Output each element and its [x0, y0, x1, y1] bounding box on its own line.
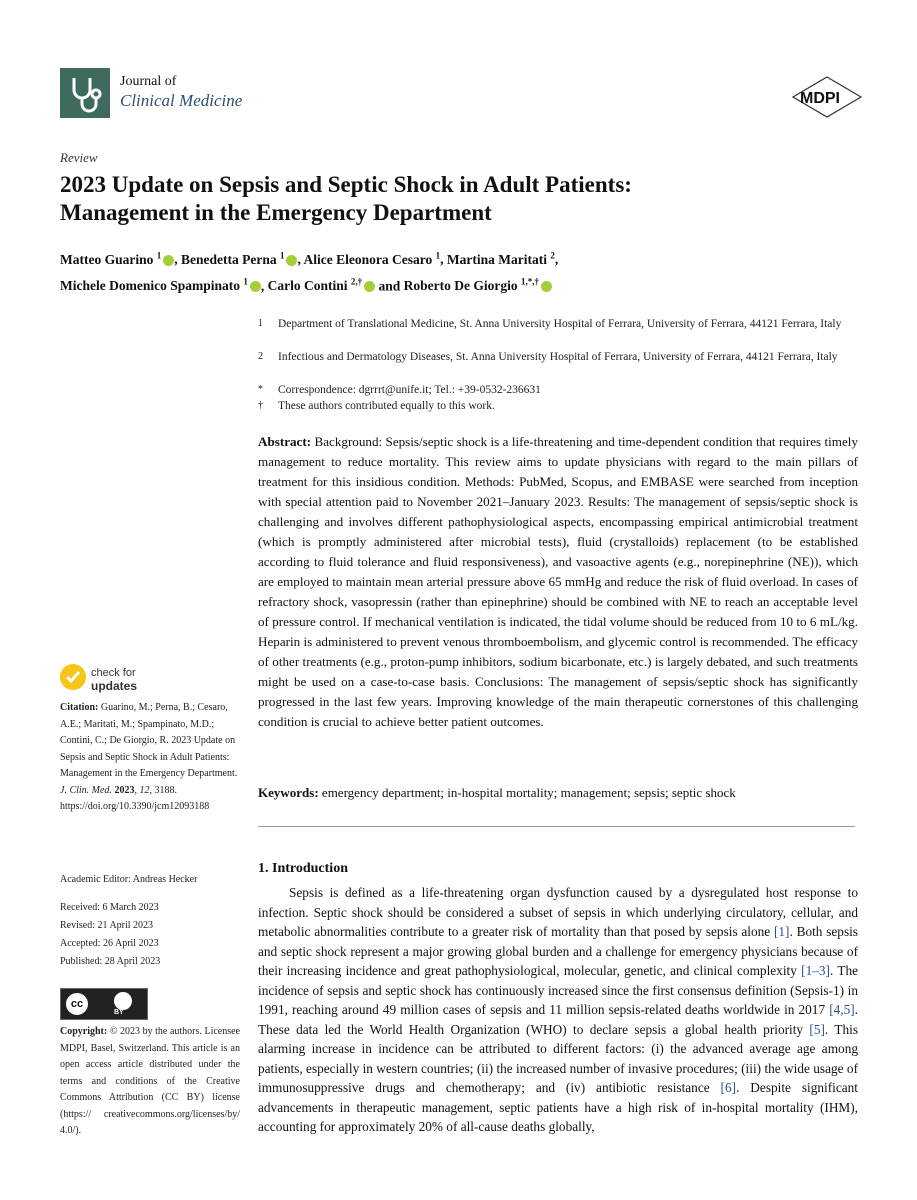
person-icon — [114, 992, 132, 1010]
author[interactable]: Michele Domenico Spampinato $^1$ — [60, 276, 248, 293]
cc-icon: cc — [64, 991, 90, 1017]
author-list: Matteo Guarino $^1$ , Benedetta Perna $^1$ , Alice Eleonora Cesaro $^1$, Martina Maritati $^2$, Michele Domenico Spampinato $^1$ , Carlo Contini $^{2,\dagger}$ and Roberto De Giorgio $^{1,*,\dagger}$ — [60, 250, 559, 293]
author[interactable]: Roberto De Giorgio $^{1,*,\dagger}$ — [403, 276, 540, 293]
affiliation: 1 Department of Translational Medicine, St. Anna University Hospital of Ferrara, University of Ferrara, 44121 Ferrara, Italy — [258, 318, 842, 330]
orcid-icon[interactable] — [541, 281, 552, 292]
checkmark-icon — [60, 664, 86, 690]
keywords-text: emergency department; in-hospital mortality; management; sepsis; septic shock — [321, 785, 736, 800]
author[interactable]: Martina Maritati $^2$ — [446, 250, 555, 267]
correspondence: * Correspondence: dgrrrt@unife.it; Tel.: +39-0532-236631 — [258, 384, 541, 396]
author[interactable]: Alice Eleonora Cesaro $^1$ — [303, 250, 441, 267]
authors-joiner: and — [378, 278, 401, 293]
orcid-icon[interactable] — [364, 281, 375, 292]
published-date: Published: 28 April 2023 — [60, 956, 161, 967]
orcid-icon[interactable] — [250, 281, 261, 292]
author[interactable]: Carlo Contini $^{2,\dagger}$ — [267, 276, 363, 293]
affiliation: 2 Infectious and Dermatology Diseases, St. Anna University Hospital of Ferrara, University of Ferrara, 44121 Ferrara, Italy — [258, 351, 838, 363]
author[interactable]: Benedetta Perna $^1$ — [181, 250, 285, 267]
accepted-date: Accepted: 26 April 2023 — [60, 938, 159, 949]
article-title: 2023 Update on Sepsis and Septic Shock in Adult Patients: Management in the Emergency Department — [60, 172, 632, 225]
journal-logo — [60, 68, 110, 118]
academic-editor: Academic Editor: Andreas Hecker — [60, 874, 198, 885]
journal-of-text: Journal of — [120, 74, 177, 89]
copyright-block: Copyright: © 2023 by the authors. Licensee MDPI, Basel, Switzerland. This article is an open access article distributed under the terms and conditions of the Creative Commons Attribution (CC BY) license (https:// creativecommons.org/licenses/by/ 4.0/). — [60, 1026, 240, 1136]
check-for-updates-icon[interactable] — [60, 664, 86, 690]
citation-block: Citation: Guarino, M.; Perna, B.; Cesaro, A.E.; Maritati, M.; Spampinato, M.D.; Contini, C.; De Giorgio, R. 2023 Update on Sepsis and Septic Shock in Adult Patients: Management in the Emergency Department. J. Clin. Med. 2023, 12, 3188. https://doi.org/10.3390/jcm12093188 — [60, 702, 238, 812]
citation-link[interactable]: [4,5] — [829, 1002, 855, 1017]
updates-text[interactable]: updates — [91, 679, 138, 693]
citation-link[interactable]: [6] — [720, 1080, 737, 1095]
equal-contribution-note: † These authors contributed equally to this work. — [258, 400, 495, 412]
by-label: BY — [114, 1009, 124, 1016]
abstract-label: Abstract: — [258, 434, 312, 449]
stethoscope-icon — [60, 68, 110, 118]
section-heading: 1. Introduction — [258, 861, 348, 876]
received-date: Received: 6 March 2023 — [60, 902, 159, 913]
citation-link[interactable]: [1] — [773, 924, 790, 939]
citation-link[interactable]: [5] — [809, 1021, 825, 1037]
introduction-paragraph: Sepsis is defined as a life-threatening organ dysfunction caused by a dysregulated host response to infection. Septic shock should be considered a subset of sepsis in which underlying circulatory, cellular, and metabolic abnormalities contribute to a greater risk of mortality than that posed by sepsis alone [1]. Both sepsis and septic shock represent a major growing global burden and a challenge for emergency physicians because of their increasing incidence and great pathophysiological, molecular, genetic, and clinical complexity [1–3]. The incidence of sepsis and septic shock has continuously increased since the first consensus definition (Sepsis-1) in 1991, reaching around 49 million cases of sepsis and 11 million sepsis-related deaths worldwide in 2017 [4,5]. These data led the World Health Organization (WHO) to declare sepsis a global health priority [5]. This alarming increase in incidence can be attributed to different factors: (i) the advanced average age among patients, especially in western countries; (ii) the increased number of invasive procedures; (iii) the wide usage of immunosuppressive drugs and chemotherapy; and (iv) antibiotic resistance [6]. Despite significant advancements in therapeutic management, septic patients have a high risk of in-hospital mortality (IHM), accounting for approximately 20% of all-cause deaths globally, — [258, 885, 858, 1134]
orcid-icon[interactable] — [286, 255, 297, 266]
revised-date: Revised: 21 April 2023 — [60, 920, 154, 931]
author[interactable]: Matteo Guarino $^1$ — [60, 250, 162, 267]
abstract-text: Background: Sepsis/septic shock is a life-threatening and time-dependent condition that requires timely management to reduce mortality. This review aims to update physicians with regard to the main pillars of treatment for this insidious condition. Methods: PubMed, Scopus, and EMBASE were searched from inception with special attention paid to November 2021–January 2023. Results: The management of sepsis/septic shock is challenging and involves different pathophysiological aspects, encompassing empirical antimicrobial treatment (which is promptly administered after microbial tests), fluid (crystalloids) replacement (to be established according to fluid tolerance and fluid responsiveness), and vasoactive agents (e.g., norepinephrine (NE)), which are employed to maintain mean arterial pressure above 65 mmHg and reduce the risk of fluid overload. In cases of refractory shock, vasopressin (rather than epinephrine) should be combined with NE to reach an acceptable level of pressure control. If mechanical ventilation is indicated, the tidal volume should be reduced from 10 to 6 mL/kg. Heparin is administered to prevent venous thromboembolism, and glycemic control is recommended. The efficacy of other treatments (e.g., proton-pump inhibitors, sodium bicarbonate, etc.) is largely debated, and such treatments might be used on a case-to-case basis. Conclusions: The management of sepsis/septic shock has significantly progressed in the last few years. Improving knowledge of the main therapeutic cornerstones of this challenging condition is crucial to achieve better patient outcomes. — [258, 434, 858, 729]
journal-name: Clinical Medicine — [120, 91, 243, 110]
abstract — [258, 432, 858, 732]
check-for-text[interactable]: check for — [91, 667, 136, 679]
article-type: Review — [60, 150, 98, 165]
citation-link[interactable]: [1–3] — [801, 963, 830, 978]
orcid-icon[interactable] — [163, 255, 174, 266]
keywords — [258, 785, 858, 801]
divider — [258, 826, 855, 827]
publisher-name: MDPI — [800, 90, 840, 107]
keywords-label: Keywords: — [258, 785, 319, 800]
